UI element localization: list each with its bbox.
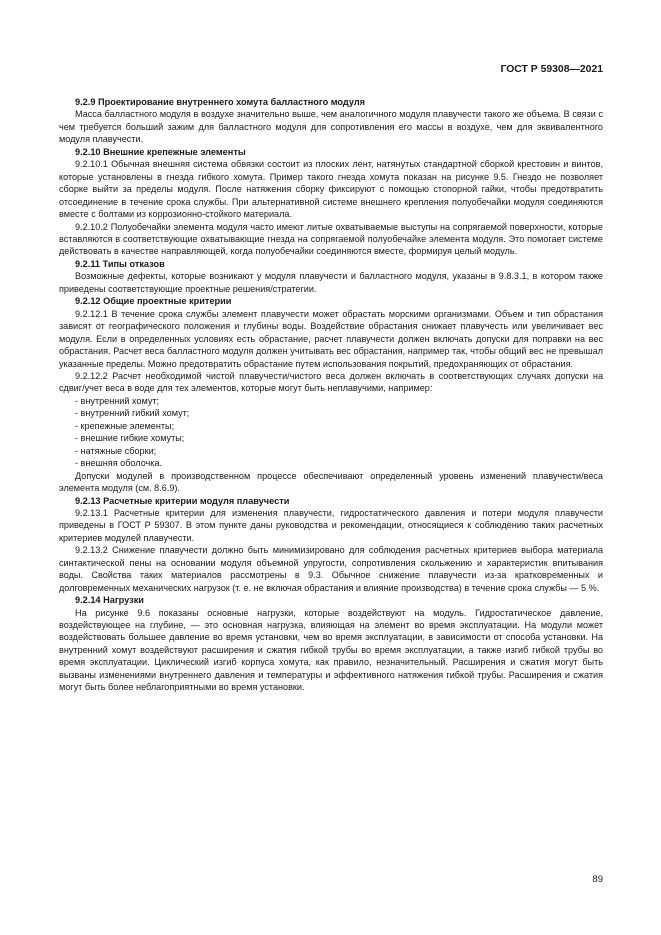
paragraph: Возможные дефекты, которые возникают у модуля плавучести и балластного модуля, указаны в 9.8.3.1, в котором также приведены соответствующие проектные решения/стратегии. bbox=[59, 271, 603, 294]
section-heading-9-2-9: 9.2.9 Проектирование внутреннего хомута балластного модуля bbox=[75, 97, 366, 107]
page-number: 89 bbox=[592, 874, 603, 885]
paragraph: 9.2.10.1 Обычная внешняя система обвязки состоит из плоских лент, натянутых стандартной сборкой крестовин и винтов, которые установлены в гнезда гибкого хомута. Пример такого гнезда хомута показан на рисунке 9.5. Гнездо не позволяет сборке выйти за пределы модуля. После натяжения сборку фиксируют с помощью стопорной гайки, чтобы предотвратить отсоединение в течение срока службы. При альтернативной системе внешнего крепления полуобечайки модуля соединяются вместе с болтами из коррозионно-стойкого материала. bbox=[59, 159, 603, 220]
section-heading-9-2-10: 9.2.10 Внешние крепежные элементы bbox=[75, 146, 246, 157]
list-item: - натяжные сборки; bbox=[75, 445, 157, 456]
list-item: - внутренний гибкий хомут; bbox=[75, 408, 190, 419]
paragraph: На рисунке 9.6 показаны основные нагрузки, которые воздействуют на модуль. Гидростатическое давление, воздействующее на глубине, — это основная нагрузка, влияющая на элемент во время эксплуатации. На модули может воздействовать большее давление во время установки, чем во время эксплуатации, в зависимости от способа установки. На внутренний хомут воздействуют расширения и сжатия гибкой трубы во время эксплуатации, а также изгиб гибкой трубы во время эксплуатации. Циклический изгиб корпуса хомута, как правило, незначительный. Расширения и сжатия могут быть вызваны изменениями внутреннего давления и температуры и эффективного натяжения гибкой трубы. Расширения и сжатия могут быть более неблагоприятными во время установки. bbox=[59, 607, 603, 693]
list-item: - внутренний хомут; bbox=[75, 395, 160, 406]
list-item: - внешняя оболочка. bbox=[75, 458, 163, 469]
paragraph: 9.2.13.1 Расчетные критерии для изменения плавучести, гидростатического давления и потери модуля плавучести приведены в ГОСТ Р 59307. В этом пункте даны руководства и рекомендации, относящиеся к соблюдению таких расчетных критериев модулей плавучести. bbox=[59, 507, 603, 543]
paragraph: 9.2.10.2 Полуобечайки элемента модуля часто имеют литые охватываемые выступы на сопрягаемой поверхности, которые вставляются в соответствующие охватывающие гнезда на сопрягаемой полуобечайке элемента модуля. Это помогает системе действовать в качестве направляющей, когда полуобечайки соединяются вместе, формируя целый модуль. bbox=[59, 221, 603, 257]
section-heading-9-2-14: 9.2.14 Нагрузки bbox=[75, 595, 144, 606]
list-item: - крепежные элементы; bbox=[75, 420, 175, 431]
paragraph: 9.2.13.2 Снижение плавучести должно быть минимизировано для соблюдения расчетных критериев выбора материала синтактической пены на основании модуля объемной упругости, сопротивления скольжению и характеристик впитывания воды. Свойства таких материалов рассмотрены в 9.3. Обычное снижение плавучести из-за кратковременных и долговременных механических нагрузок (т. е. не включая обрастания и влияние производства) в течение срока службы — 5 %. bbox=[59, 545, 603, 593]
section-heading-9-2-13: 9.2.13 Расчетные критерии модуля плавучести bbox=[75, 495, 290, 506]
paragraph: 9.2.12.1 В течение срока службы элемент плавучести может обрастать морскими организмами. Объем и тип обрастания зависят от географического положения и глубины воды. Воздействие обрастания снижает плавучесть или увеличивает вес модуля. Если в определенных условиях есть обрастание, расчет плавучести должен включать допуски для поправки на вес обрастания. Расчет веса балластного модуля должен учитывать вес обрастания, например так, чтобы общий вес не превышал указанные пределы. Можно предотвратить обрастание путем использования покрытий, предохраняющих от обрастания. bbox=[59, 308, 603, 369]
section-heading-9-2-11: 9.2.11 Типы отказов bbox=[75, 258, 165, 269]
standard-designation: ГОСТ Р 59308—2021 bbox=[500, 64, 603, 75]
paragraph: Масса балластного модуля в воздухе значительно выше, чем аналогичного модуля плавучести такого же объема. В связи с чем требуется больший зажим для балластного модуля для сопротивления его массы в воздухе, чем для эквивалентного модуля плавучести. bbox=[59, 109, 603, 145]
body-text bbox=[59, 96, 603, 694]
section-heading-9-2-12: 9.2.12 Общие проектные критерии bbox=[75, 296, 232, 307]
paragraph: Допуски модулей в производственном процессе обеспечивают определенный уровень изменений плавучести/веса элемента модуля (см. 8.6.9). bbox=[59, 470, 603, 494]
paragraph: 9.2.12.2 Расчет необходимой чистой плавучести/чистого веса должен включать в соответствующих случаях допуски на сдвиг/учет веса в воде для тех элементов, которые могут быть неплавучими, например: bbox=[59, 370, 603, 394]
list-item: - внешние гибкие хомуты; bbox=[75, 433, 185, 444]
